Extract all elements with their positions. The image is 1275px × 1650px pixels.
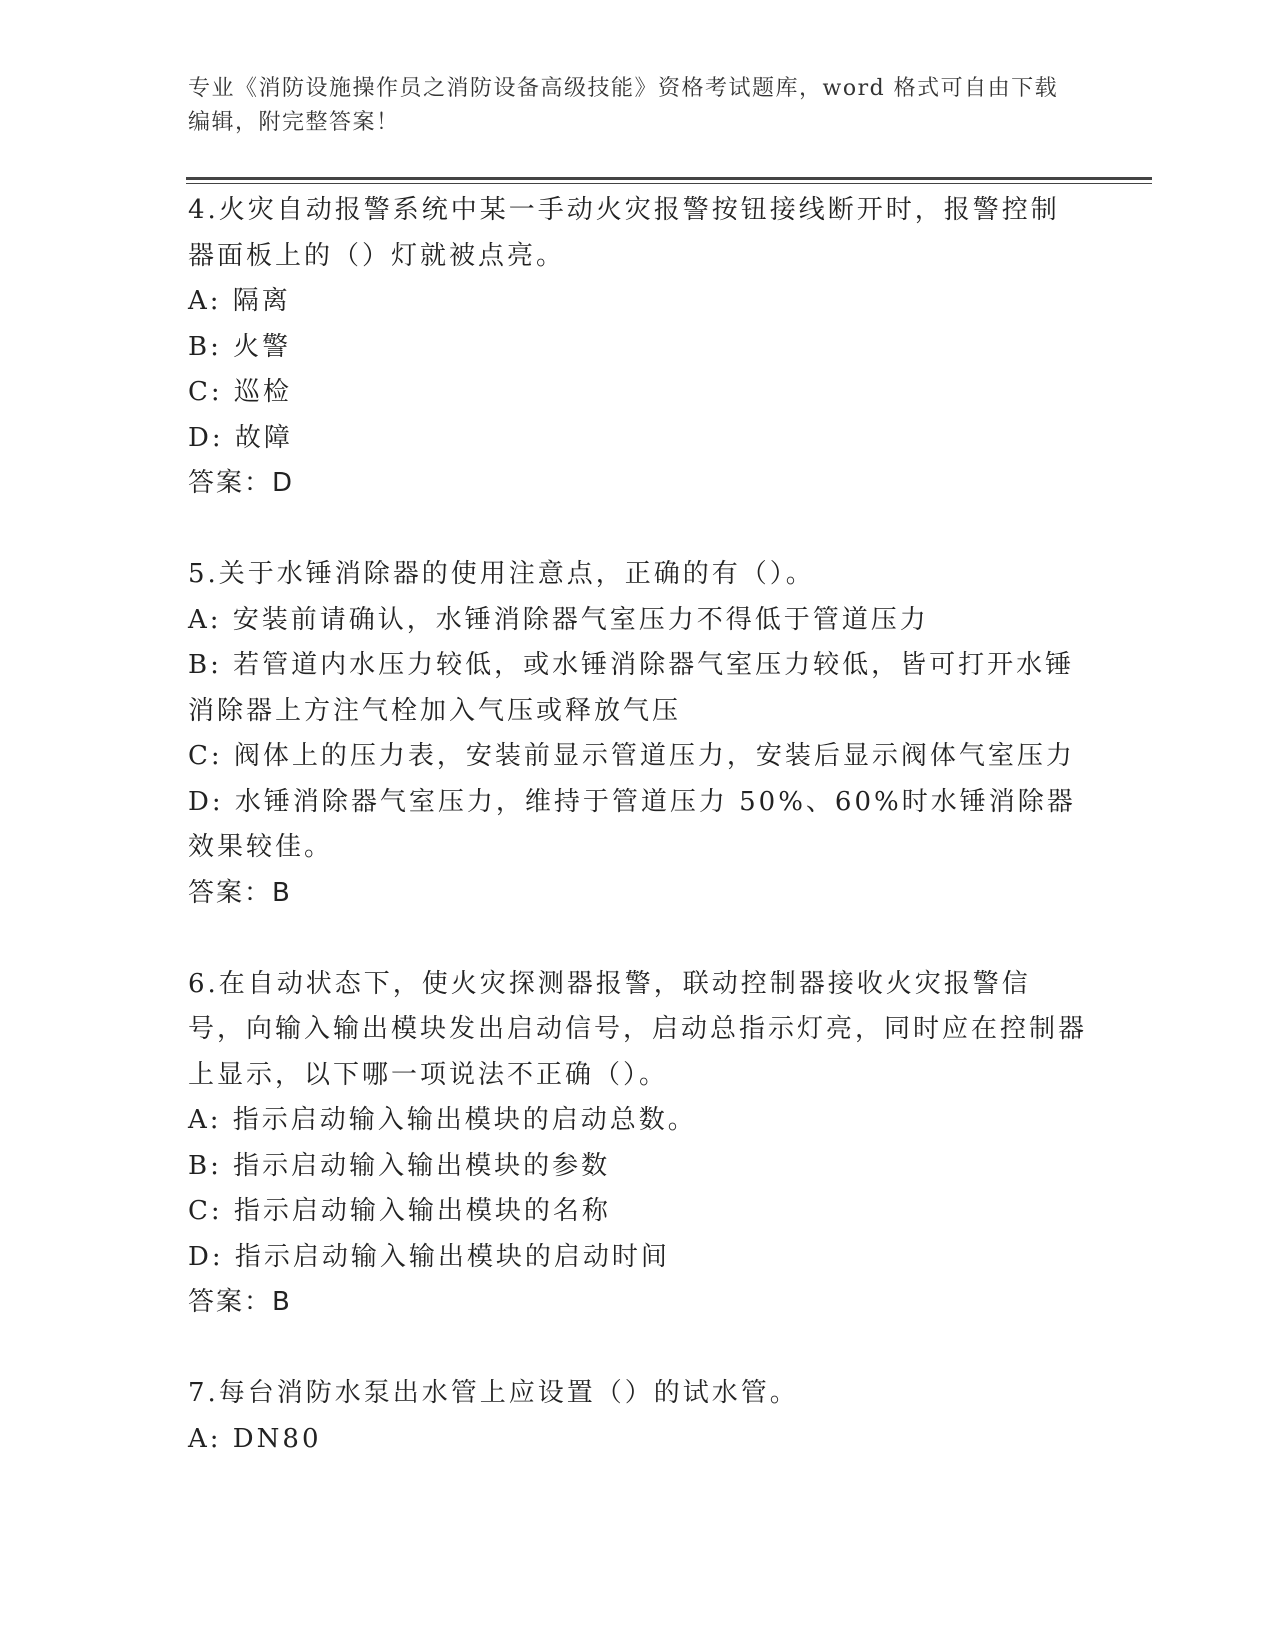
document-header: 专业《消防设施操作员之消防设备高级技能》资格考试题库，word 格式可自由下载编辑，附完整答案！	[188, 76, 1059, 135]
question-text: 6.在自动状态下，使火灾探测器报警，联动控制器接收火灾报警信号，向输入输出模块发出启动信号，启动总指示灯亮，同时应在控制器上显示，以下哪一项说法不正确（）。	[188, 968, 1088, 1090]
answer-line: 答案：B	[188, 1287, 292, 1317]
spacer	[188, 916, 1088, 962]
header-rule-thin	[186, 183, 1152, 184]
option-a: A: 安装前请确认，水锤消除器气室压力不得低于管道压力	[188, 604, 929, 635]
option-b: B: 火警	[188, 331, 292, 362]
question-list	[188, 188, 1088, 1462]
question-text: 7.每台消防水泵出水管上应设置（）的试水管。	[188, 1378, 799, 1408]
spacer	[188, 507, 1088, 553]
option-c: C: 指示启动输入输出模块的名称	[188, 1196, 611, 1226]
spacer	[188, 1326, 1088, 1372]
option-d: D: 故障	[188, 422, 293, 453]
header-rule-thick	[186, 177, 1152, 180]
option-b: B: 指示启动输入输出模块的参数	[188, 1150, 611, 1181]
option-a: A: 隔离	[188, 286, 291, 316]
question-7	[188, 1371, 1088, 1462]
option-c: C: 阀体上的压力表，安装前显示管道压力，安装后显示阀体气室压力	[188, 741, 1075, 771]
question-text: 5.关于水锤消除器的使用注意点，正确的有（）。	[188, 559, 815, 589]
answer-line: 答案：B	[188, 877, 292, 908]
question-4	[188, 188, 1088, 507]
answer-line: 答案：D	[188, 468, 295, 498]
option-b: B: 若管道内水压力较低，或水锤消除器气室压力较低，皆可打开水锤消除器上方注气栓加入气压或释放气压	[188, 650, 1075, 726]
option-a: A: 指示启动输入输出模块的启动总数。	[188, 1105, 697, 1135]
option-c: C: 巡检	[188, 377, 292, 407]
option-a: A: DN80	[188, 1423, 322, 1454]
option-d: D: 指示启动输入输出模块的启动时间	[188, 1241, 670, 1272]
question-text: 4.火灾自动报警系统中某一手动火灾报警按钮接线断开时，报警控制器面板上的（）灯就被点亮。	[188, 195, 1060, 271]
question-6	[188, 962, 1088, 1326]
question-5	[188, 552, 1088, 916]
option-d: D: 水锤消除器气室压力，维持于管道压力 50%、60%时水锤消除器效果较佳。	[188, 786, 1076, 862]
